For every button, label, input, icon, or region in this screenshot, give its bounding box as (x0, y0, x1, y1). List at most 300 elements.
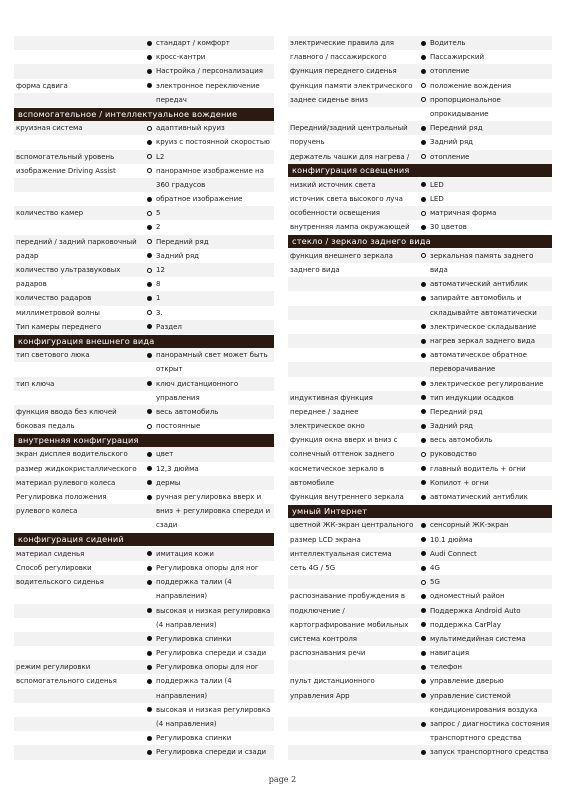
spec-row (288, 731, 552, 745)
spec-value-text: 30 цветов (430, 223, 467, 232)
spec-label (288, 377, 419, 391)
standard-dot-icon (421, 551, 426, 556)
standard-dot-icon (421, 126, 426, 131)
standard-dot-icon (421, 353, 426, 358)
spec-value-text: поддержка талии (4 (156, 677, 232, 686)
spec-row (288, 348, 552, 362)
spec-value-text: управление дверью (430, 677, 504, 686)
spec-value (145, 391, 274, 405)
spec-value (145, 745, 274, 759)
spec-row (14, 405, 274, 419)
optional-circle-icon (421, 83, 426, 88)
spec-value-text: дермы (156, 478, 181, 487)
standard-dot-icon (421, 324, 426, 329)
standard-dot-icon (147, 225, 152, 230)
spec-value-text: Передний ряд (430, 407, 483, 416)
spec-value-text: матричная форма (430, 209, 497, 218)
spec-value (145, 674, 274, 688)
spec-value-text: навигация (430, 649, 470, 658)
section-header: конфигурация сидений (14, 533, 274, 546)
standard-dot-icon (421, 622, 426, 627)
standard-dot-icon (147, 381, 152, 386)
spec-value (145, 178, 274, 192)
spec-row (14, 277, 274, 291)
section-header: внутренняя конфигурация (14, 434, 274, 447)
standard-dot-icon (421, 225, 426, 230)
spec-value (145, 362, 274, 376)
spec-value (145, 689, 274, 703)
spec-value-text: запирайте автомобиль и (430, 294, 522, 303)
standard-dot-icon (421, 537, 426, 542)
spec-value-text: высокая и низкая регулировка (156, 606, 271, 615)
spec-value-text: Настройка / персонализация (156, 67, 263, 76)
spec-row (288, 476, 552, 490)
spec-label (14, 50, 145, 64)
spec-row (288, 618, 552, 632)
spec-value-text: вниз + регулировка спереди и (156, 507, 271, 516)
spec-value-text: нагрев зеркал заднего вида (430, 336, 536, 345)
spec-value (419, 150, 552, 164)
spec-row (14, 348, 274, 362)
spec-value (419, 348, 552, 362)
spec-label (14, 731, 145, 745)
spec-row (288, 518, 552, 532)
spec-label: радаров (16, 280, 47, 289)
spec-label: низкий источник света (290, 180, 376, 189)
spec-value-text: передач (156, 95, 187, 104)
spec-row (288, 334, 552, 348)
spec-value (145, 348, 274, 362)
spec-label (14, 64, 145, 78)
spec-value (145, 703, 274, 717)
spec-row (14, 504, 274, 518)
spec-row (14, 320, 274, 334)
spec-row (14, 476, 274, 490)
spec-value-text: панорамное изображение на (156, 166, 264, 175)
spec-value-text: 360 градусов (156, 180, 206, 189)
spec-label (288, 107, 419, 121)
standard-dot-icon (147, 282, 152, 287)
spec-value-text: электрическое регулирование (430, 379, 544, 388)
standard-dot-icon (147, 736, 152, 741)
standard-dot-icon (147, 452, 152, 457)
spec-row (14, 632, 274, 646)
standard-dot-icon (421, 395, 426, 400)
spec-label: распознавания речи (290, 649, 366, 658)
spec-value (145, 164, 274, 178)
spec-value-text: 12 (156, 266, 165, 274)
spec-value (145, 36, 274, 50)
spec-label: вспомогательный уровень (16, 152, 115, 161)
spec-label: функция переднего сиденья (290, 67, 397, 76)
spec-value-text: 4G (430, 563, 440, 572)
spec-row (288, 291, 552, 305)
standard-dot-icon (421, 594, 426, 599)
spec-label: функция окна вверх и вниз с (290, 436, 398, 445)
spec-value (419, 50, 552, 64)
spec-label: распознавание пробуждения в (290, 592, 406, 601)
spec-value-text: Пассажирский (430, 53, 485, 62)
spec-label: функция внутреннего зеркала (290, 493, 404, 501)
section-header: конфигурация внешнего вида (14, 335, 274, 348)
standard-dot-icon (147, 324, 152, 329)
spec-label (288, 717, 419, 731)
spec-label: электрические правила для (290, 39, 395, 47)
spec-label: электрическое окно (290, 422, 365, 431)
spec-value-text: отопление (430, 152, 470, 161)
spec-value (419, 490, 552, 504)
spec-value (145, 419, 274, 433)
spec-value (419, 589, 552, 603)
spec-value-text: транспортного средства (430, 734, 522, 743)
spec-row (14, 674, 274, 688)
standard-dot-icon (421, 296, 426, 301)
spec-row (288, 107, 552, 121)
spec-value (419, 362, 552, 376)
spec-row (288, 462, 552, 476)
spec-value (145, 646, 274, 660)
spec-value (419, 447, 552, 461)
spec-row (14, 150, 274, 164)
spec-value-text: автоматический антиблик (430, 280, 528, 289)
spec-row (288, 263, 552, 277)
spec-value-text: 5G (430, 578, 440, 587)
spec-value (145, 192, 274, 206)
spec-label: водительского сиденья (16, 578, 104, 587)
spec-row (288, 249, 552, 263)
spec-row (288, 433, 552, 447)
spec-value-text: 8 (156, 280, 161, 289)
spec-label: Передний/задний центральный (290, 124, 408, 133)
spec-value (145, 150, 274, 164)
spec-label: количество ультразвуковых (16, 266, 121, 274)
spec-row (14, 79, 274, 93)
spec-label (288, 575, 419, 589)
spec-row (14, 249, 274, 263)
spec-value-text: (4 направления) (156, 720, 217, 728)
spec-value-text: LED (430, 195, 444, 204)
spec-row (14, 50, 274, 64)
spec-value (419, 192, 552, 206)
spec-label (14, 192, 145, 206)
optional-circle-icon (421, 580, 426, 585)
spec-value-text: опрокидывание (430, 109, 489, 118)
spec-row (288, 64, 552, 78)
standard-dot-icon (147, 55, 152, 60)
spec-label (14, 745, 145, 759)
spec-value (419, 646, 552, 660)
standard-dot-icon (147, 140, 152, 145)
spec-row (14, 164, 274, 178)
standard-dot-icon (421, 409, 426, 414)
spec-label (288, 660, 419, 674)
spec-label: боковая педаль (16, 422, 75, 431)
spec-row (14, 745, 274, 759)
spec-value-text: направления) (156, 691, 208, 700)
spec-value (419, 263, 552, 277)
standard-dot-icon (147, 296, 152, 301)
spec-value (145, 291, 274, 305)
spec-row (288, 604, 552, 618)
spec-value-text: кондиционирования воздуха (430, 705, 538, 714)
spec-row (288, 689, 552, 703)
spec-row (288, 306, 552, 320)
spec-label (14, 518, 145, 532)
spec-label: Способ регулировки (16, 563, 92, 572)
spec-label: внутренняя лампа окружающей (290, 223, 410, 232)
spec-value (145, 320, 274, 334)
spec-value (419, 93, 552, 107)
spec-value (419, 575, 552, 589)
spec-row (288, 320, 552, 334)
standard-dot-icon (147, 41, 152, 46)
spec-value-text: постоянные (156, 422, 201, 431)
spec-value (145, 377, 274, 391)
spec-label: пульт дистанционного (290, 677, 375, 686)
spec-value-text: 2 (156, 223, 161, 232)
spec-label: тип ключа (16, 379, 55, 388)
standard-dot-icon (147, 608, 152, 613)
spec-value (419, 689, 552, 703)
standard-dot-icon (421, 424, 426, 429)
spec-value (145, 504, 274, 518)
spec-label (14, 618, 145, 632)
standard-dot-icon (147, 679, 152, 684)
spec-row (288, 405, 552, 419)
spec-row (14, 419, 274, 433)
spec-value (419, 731, 552, 745)
spec-value (145, 731, 274, 745)
spec-row (14, 64, 274, 78)
spec-label: изображение Driving Assist (16, 166, 116, 175)
spec-label: подключение / (290, 606, 345, 615)
spec-value-text: обратное изображение (156, 195, 243, 204)
spec-value (419, 79, 552, 93)
spec-value-text: переворачивание (430, 365, 496, 374)
spec-value-text: зеркальная память заднего (430, 251, 534, 260)
standard-dot-icon (421, 608, 426, 613)
spec-value-text: весь автомобиль (430, 436, 493, 445)
standard-dot-icon (421, 466, 426, 471)
standard-dot-icon (421, 523, 426, 528)
spec-row (288, 632, 552, 646)
optional-circle-icon (421, 154, 426, 159)
optional-circle-icon (147, 168, 152, 173)
spec-label: сеть 4G / 5G (290, 563, 336, 572)
spec-row (14, 206, 274, 220)
spec-value-text: складывайте автоматически (430, 308, 537, 317)
spec-value (419, 604, 552, 618)
spec-value (145, 405, 274, 419)
spec-value-text: 12,3 дюйма (156, 464, 199, 473)
spec-value (419, 36, 552, 50)
spec-value (419, 121, 552, 135)
spec-row (14, 263, 274, 277)
spec-label: косметическое зеркало в (290, 464, 385, 473)
spec-value-text: Регулировка спереди и сзади (156, 748, 267, 757)
spec-value (145, 249, 274, 263)
spec-row (288, 745, 552, 759)
spec-row (288, 277, 552, 291)
spec-value (419, 745, 552, 759)
spec-label (288, 306, 419, 320)
spec-label: количество радаров (16, 294, 92, 303)
spec-value-text: тип индукции осадков (430, 393, 514, 402)
spec-label (288, 703, 419, 717)
spec-value-text: стандарт / комфорт (156, 39, 230, 47)
spec-row (14, 604, 274, 618)
spec-label: источник света высокого луча (290, 195, 403, 204)
spec-value-text: Регулировка спереди и сзади (156, 649, 267, 658)
spec-label: размер LCD экрана (290, 535, 361, 544)
spec-value-text: Регулировка спинки (156, 734, 232, 743)
standard-dot-icon (147, 750, 152, 755)
spec-row (14, 547, 274, 561)
section-header: умный Интернет (288, 505, 552, 518)
spec-label: цветной ЖК-экран центрального (290, 521, 414, 530)
spec-label (14, 646, 145, 660)
spec-row (288, 206, 552, 220)
spec-label (288, 745, 419, 759)
spec-label: функция памяти электрического (290, 81, 413, 90)
spec-value-text: Водитель (430, 39, 466, 47)
spec-value-text: телефон (430, 663, 463, 672)
spec-row (14, 561, 274, 575)
spec-row (14, 689, 274, 703)
spec-value-text: положение вождения (430, 81, 512, 90)
optional-circle-icon (147, 154, 152, 159)
spec-value-text: 5 (156, 209, 161, 218)
spec-value (145, 561, 274, 575)
spec-value-text: сзади (156, 521, 178, 530)
spec-value (145, 604, 274, 618)
standard-dot-icon (421, 182, 426, 187)
spec-value-text: панорамный свет может быть (156, 351, 268, 360)
standard-dot-icon (421, 636, 426, 641)
spec-label: интеллектуальная система (290, 549, 392, 558)
spec-row (14, 121, 274, 135)
spec-row (14, 377, 274, 391)
spec-label: размер жидкокристаллического (16, 464, 137, 473)
optional-circle-icon (147, 211, 152, 216)
spec-row (288, 150, 552, 164)
standard-dot-icon (421, 140, 426, 145)
optional-circle-icon (421, 253, 426, 258)
spec-value (145, 121, 274, 135)
spec-label: функция внешнего зеркала (290, 251, 393, 260)
spec-value (419, 178, 552, 192)
spec-value (419, 518, 552, 532)
spec-value (419, 476, 552, 490)
spec-value (419, 64, 552, 78)
optional-circle-icon (147, 239, 152, 244)
spec-label (14, 604, 145, 618)
spec-label: главного / пассажирского (290, 53, 387, 62)
spec-label (14, 703, 145, 717)
spec-value (145, 462, 274, 476)
spec-value (419, 660, 552, 674)
standard-dot-icon (147, 651, 152, 656)
spec-row (288, 575, 552, 589)
spec-label: функция ввода без ключей (16, 407, 117, 416)
spec-value (145, 618, 274, 632)
spec-value (145, 717, 274, 731)
optional-circle-icon (147, 310, 152, 315)
spec-row (288, 377, 552, 391)
spec-label: круизная система (16, 124, 83, 133)
spec-label: индуктивная функция (290, 393, 373, 402)
spec-row (288, 93, 552, 107)
spec-value-text: вида (430, 266, 448, 274)
spec-row (14, 618, 274, 632)
spec-value (145, 575, 274, 589)
spec-value-text: сенсорный ЖК-экран (430, 521, 509, 530)
spec-row (14, 575, 274, 589)
spec-row (288, 674, 552, 688)
spec-row (14, 447, 274, 461)
spec-value (419, 419, 552, 433)
spec-value (145, 93, 274, 107)
standard-dot-icon (147, 580, 152, 585)
spec-value-text: запрос / диагностика состояния (430, 720, 550, 728)
spec-value (419, 291, 552, 305)
spec-column-right (288, 36, 552, 760)
spec-value-text: главный водитель + огни (430, 464, 526, 473)
standard-dot-icon (421, 495, 426, 500)
spec-value (145, 277, 274, 291)
optional-circle-icon (421, 97, 426, 102)
spec-value (145, 263, 274, 277)
spec-label: миллиметровой волны (16, 308, 100, 317)
spec-label (288, 291, 419, 305)
spec-row (14, 490, 274, 504)
spec-value (145, 206, 274, 220)
spec-row (288, 50, 552, 64)
spec-value-text: запуск транспортного средства (430, 748, 549, 757)
spec-label (288, 277, 419, 291)
spec-value (145, 632, 274, 646)
spec-row (288, 178, 552, 192)
standard-dot-icon (147, 466, 152, 471)
section-header: стекло / зеркало заднего вида (288, 235, 552, 248)
standard-dot-icon (147, 253, 152, 258)
spec-row (288, 36, 552, 50)
spec-column-left (14, 36, 274, 760)
spec-label: тип светового люка (16, 351, 90, 360)
spec-value-text: L2 (156, 152, 165, 161)
spec-value-text: ручная регулировка вверх и (156, 493, 262, 501)
spec-row (288, 447, 552, 461)
spec-row (14, 192, 274, 206)
spec-label: Тип камеры переднего (16, 322, 102, 331)
standard-dot-icon (147, 551, 152, 556)
spec-value (419, 433, 552, 447)
spec-label: заднее сиденье вниз (290, 95, 369, 104)
spec-value-text: Копилот + огни (430, 478, 489, 487)
standard-dot-icon (421, 651, 426, 656)
spec-row (288, 717, 552, 731)
spec-row (14, 235, 274, 249)
standard-dot-icon (421, 69, 426, 74)
standard-dot-icon (147, 83, 152, 88)
spec-row (288, 703, 552, 717)
spec-value (419, 462, 552, 476)
spec-label: радар (16, 251, 39, 260)
spec-value (419, 220, 552, 234)
spec-row (14, 306, 274, 320)
standard-dot-icon (421, 679, 426, 684)
optional-circle-icon (421, 211, 426, 216)
